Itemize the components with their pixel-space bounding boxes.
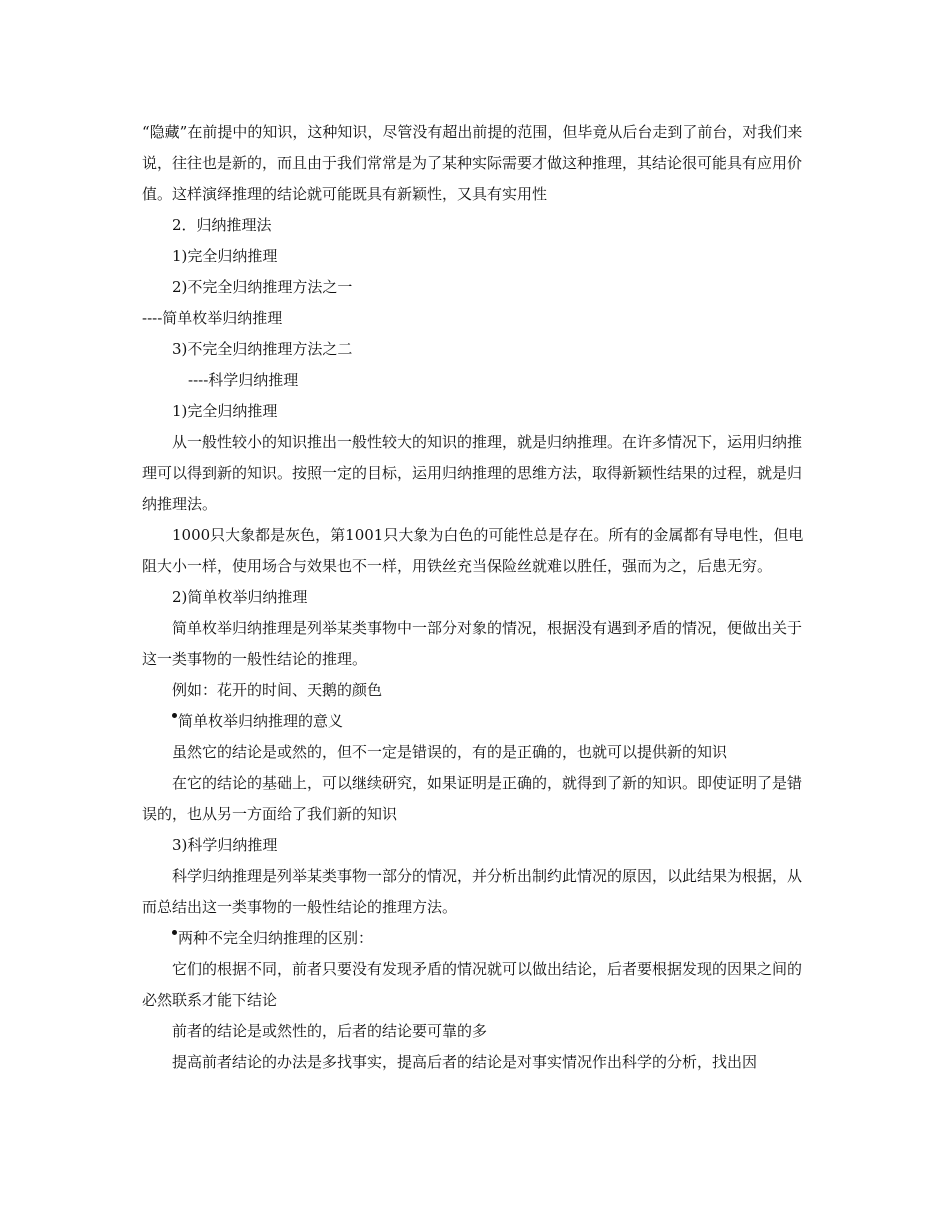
paragraph-elephant-example: 1000只大象都是灰色，第1001只大象为白色的可能性总是存在。所有的金属都有导电性，但电阻大小一样，使用场合与效果也不一样，用铁丝充当保险丝就难以胜任，强而为之，后患无穷。	[142, 526, 804, 575]
bullet-text: 简单枚举归纳推理的意义	[178, 712, 344, 730]
paragraph-probable-conclusion: 虽然它的结论是或然的，但不一定是错误的，有的是正确的，也就可以提供新的知识	[172, 743, 728, 761]
section-heading-simple-enumeration: 2)简单枚举归纳推理	[172, 588, 308, 606]
heading-induction-method: 2．归纳推理法	[172, 216, 272, 234]
paragraph-improvement-methods: 提高前者结论的办法是多找事实，提高后者的结论是对事实情况作出科学的分析，找出因	[172, 1053, 758, 1071]
paragraph-basis-difference: 它们的根据不同，前者只要没有发现矛盾的情况就可以做出结论，后者要根据发现的因果之间的必然联系才能下结论	[142, 960, 803, 1009]
bullet-dot-icon	[172, 930, 177, 935]
bullet-text: 两种不完全归纳推理的区别：	[178, 929, 374, 947]
paragraph-induction-definition: 从一般性较小的知识推出一般性较大的知识的推理，就是归纳推理。在许多情况下，运用归纳推理可以得到新的知识。按照一定的目标，运用归纳推理的思维方法，取得新颖性结果的过程，就是归纳推理法。	[142, 433, 803, 513]
outline-item-incomplete-induction-1: 2)不完全归纳推理方法之一	[172, 278, 353, 296]
document-page	[142, 117, 814, 1078]
paragraph-deduction-novelty: “隐藏”在前提中的知识，这种知识，尽管没有超出前提的范围，但毕竟从后台走到了前台，对我们来说，往往也是新的，而且由于我们常常是为了某种实际需要才做这种推理，其结论很可能具有应用价值。这样演绎推理的结论就可能既具有新颖性，又具有实用性	[142, 123, 803, 203]
paragraph-simple-enumeration-definition: 简单枚举归纳推理是列举某类事物中一部分对象的情况，根据没有遇到矛盾的情况，便做出关于这一类事物的一般性结论的推理。	[142, 619, 803, 668]
bullet-dot-icon	[172, 713, 177, 718]
section-heading-complete-induction: 1)完全归纳推理	[172, 402, 278, 420]
bullet-simple-enumeration-meaning	[142, 706, 814, 737]
outline-item-complete-induction: 1)完全归纳推理	[172, 247, 278, 265]
outline-item-incomplete-induction-2: 3)不完全归纳推理方法之二	[172, 340, 353, 358]
section-heading-scientific-induction: 3)科学归纳推理	[172, 836, 278, 854]
paragraph-reliability-difference: 前者的结论是或然性的，后者的结论要可靠的多	[172, 1022, 488, 1040]
outline-subitem-simple-enumeration: ----简单枚举归纳推理	[142, 309, 283, 327]
paragraph-example: 例如：花开的时间、天鹅的颜色	[172, 681, 383, 699]
paragraph-continue-research: 在它的结论的基础上，可以继续研究，如果证明是正确的，就得到了新的知识。即使证明了是错误的，也从另一方面给了我们新的知识	[142, 774, 803, 823]
paragraph-scientific-induction-definition: 科学归纳推理是列举某类事物一部分的情况，并分析出制约此情况的原因，以此结果为根据，从而总结出这一类事物的一般性结论的推理方法。	[142, 867, 803, 916]
outline-subitem-scientific-induction: ----科学归纳推理	[188, 371, 299, 389]
bullet-difference	[142, 923, 814, 954]
